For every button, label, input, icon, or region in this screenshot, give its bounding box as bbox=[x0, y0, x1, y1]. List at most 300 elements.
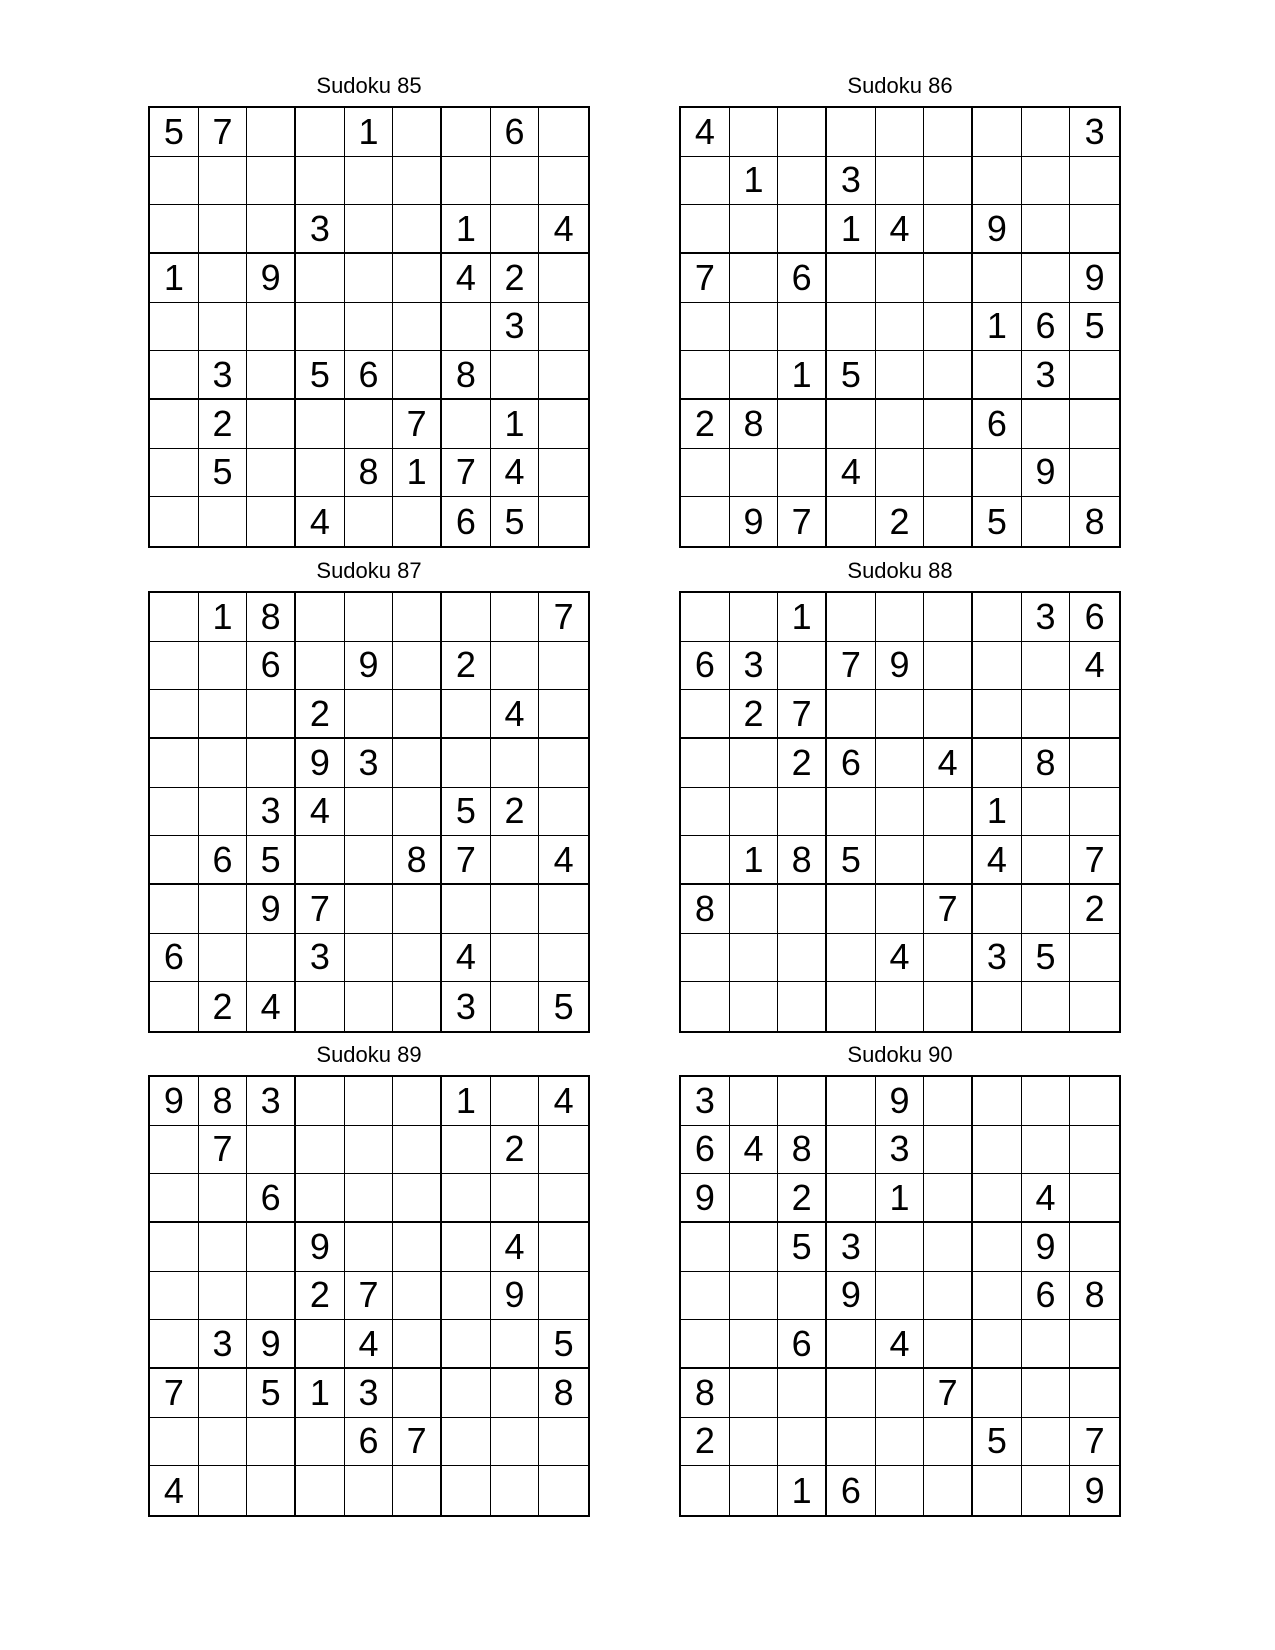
sudoku-cell: 3 bbox=[973, 934, 1022, 983]
sudoku-cell: 5 bbox=[247, 836, 296, 885]
sudoku-cell bbox=[345, 1223, 394, 1272]
sudoku-cell: 5 bbox=[491, 497, 540, 546]
sudoku-cell: 4 bbox=[491, 1223, 540, 1272]
sudoku-cell bbox=[973, 108, 1022, 157]
sudoku-cell bbox=[150, 690, 199, 739]
sudoku-cell bbox=[730, 449, 779, 498]
sudoku-cell: 9 bbox=[247, 885, 296, 934]
sudoku-cell: 1 bbox=[973, 303, 1022, 352]
sudoku-cell bbox=[393, 303, 442, 352]
sudoku-cell: 2 bbox=[491, 788, 540, 837]
sudoku-cell bbox=[730, 108, 779, 157]
sudoku-cell bbox=[442, 1126, 491, 1175]
puzzle-title: Sudoku 87 bbox=[316, 558, 422, 583]
sudoku-cell bbox=[876, 1369, 925, 1418]
sudoku-cell bbox=[247, 303, 296, 352]
sudoku-cell bbox=[393, 1223, 442, 1272]
sudoku-cell bbox=[199, 1369, 248, 1418]
sudoku-cell bbox=[973, 642, 1022, 691]
sudoku-cell bbox=[247, 205, 296, 254]
sudoku-cell bbox=[1070, 1174, 1119, 1223]
sudoku-cell bbox=[778, 1077, 827, 1126]
sudoku-cell bbox=[442, 1223, 491, 1272]
sudoku-cell: 3 bbox=[296, 205, 345, 254]
sudoku-cell bbox=[539, 1418, 588, 1467]
sudoku-cell bbox=[199, 1272, 248, 1321]
sudoku-cell bbox=[539, 254, 588, 303]
sudoku-cell bbox=[393, 497, 442, 546]
sudoku-cell bbox=[924, 593, 973, 642]
sudoku-cell bbox=[345, 497, 394, 546]
sudoku-cell bbox=[1070, 739, 1119, 788]
sudoku-cell: 9 bbox=[876, 1077, 925, 1126]
sudoku-cell bbox=[345, 788, 394, 837]
sudoku-cell bbox=[778, 449, 827, 498]
sudoku-cell: 2 bbox=[442, 642, 491, 691]
sudoku-cell bbox=[1070, 1223, 1119, 1272]
sudoku-cell bbox=[924, 205, 973, 254]
sudoku-cell bbox=[827, 303, 876, 352]
sudoku-cell bbox=[296, 836, 345, 885]
sudoku-cell bbox=[393, 788, 442, 837]
sudoku-cell: 3 bbox=[1022, 593, 1071, 642]
sudoku-cell bbox=[199, 254, 248, 303]
sudoku-cell: 5 bbox=[973, 1418, 1022, 1467]
sudoku-cell bbox=[924, 1174, 973, 1223]
sudoku-cell bbox=[730, 593, 779, 642]
sudoku-cell: 7 bbox=[924, 1369, 973, 1418]
sudoku-cell bbox=[442, 400, 491, 449]
sudoku-cell bbox=[1070, 351, 1119, 400]
sudoku-cell bbox=[924, 303, 973, 352]
sudoku-cell bbox=[1022, 157, 1071, 206]
sudoku-cell bbox=[681, 497, 730, 546]
sudoku-cell bbox=[442, 885, 491, 934]
sudoku-cell bbox=[973, 254, 1022, 303]
sudoku-cell bbox=[539, 1272, 588, 1321]
sudoku-cell bbox=[393, 642, 442, 691]
sudoku-cell bbox=[973, 449, 1022, 498]
sudoku-cell bbox=[345, 934, 394, 983]
sudoku-cell bbox=[345, 885, 394, 934]
sudoku-cell bbox=[1070, 157, 1119, 206]
sudoku-cell bbox=[150, 1223, 199, 1272]
sudoku-cell bbox=[296, 1418, 345, 1467]
sudoku-cell bbox=[973, 1369, 1022, 1418]
sudoku-cell: 3 bbox=[491, 303, 540, 352]
puzzle-title: Sudoku 86 bbox=[847, 73, 953, 98]
sudoku-cell bbox=[150, 982, 199, 1031]
sudoku-cell bbox=[491, 642, 540, 691]
sudoku-cell bbox=[393, 157, 442, 206]
sudoku-grid bbox=[148, 591, 590, 1033]
sudoku-cell bbox=[924, 1466, 973, 1515]
sudoku-cell: 6 bbox=[681, 642, 730, 691]
sudoku-cell: 6 bbox=[778, 1320, 827, 1369]
sudoku-cell bbox=[876, 1466, 925, 1515]
sudoku-cell bbox=[827, 1126, 876, 1175]
sudoku-cell: 4 bbox=[539, 205, 588, 254]
sudoku-cell bbox=[199, 788, 248, 837]
sudoku-cell: 1 bbox=[393, 449, 442, 498]
sudoku-cell: 3 bbox=[296, 934, 345, 983]
sudoku-cell bbox=[827, 690, 876, 739]
sudoku-cell bbox=[247, 1466, 296, 1515]
sudoku-cell: 7 bbox=[1070, 836, 1119, 885]
sudoku-cell bbox=[393, 108, 442, 157]
sudoku-cell bbox=[442, 739, 491, 788]
sudoku-cell: 3 bbox=[199, 351, 248, 400]
sudoku-cell bbox=[827, 497, 876, 546]
sudoku-cell bbox=[247, 157, 296, 206]
sudoku-cell bbox=[345, 1077, 394, 1126]
sudoku-cell bbox=[681, 1272, 730, 1321]
sudoku-cell bbox=[876, 157, 925, 206]
sudoku-cell bbox=[1070, 982, 1119, 1031]
sudoku-cell bbox=[247, 1418, 296, 1467]
sudoku-cell bbox=[1022, 642, 1071, 691]
sudoku-cell bbox=[491, 1320, 540, 1369]
sudoku-cell bbox=[778, 303, 827, 352]
sudoku-cell: 5 bbox=[539, 1320, 588, 1369]
sudoku-cell bbox=[1022, 205, 1071, 254]
sudoku-cell bbox=[876, 739, 925, 788]
sudoku-cell bbox=[150, 1126, 199, 1175]
sudoku-cell: 4 bbox=[539, 836, 588, 885]
sudoku-cell bbox=[1022, 1466, 1071, 1515]
sudoku-cell bbox=[1022, 690, 1071, 739]
sudoku-cell: 4 bbox=[491, 690, 540, 739]
sudoku-cell bbox=[1022, 1077, 1071, 1126]
sudoku-cell: 6 bbox=[247, 1174, 296, 1223]
sudoku-cell bbox=[491, 1466, 540, 1515]
sudoku-cell bbox=[345, 690, 394, 739]
sudoku-cell: 4 bbox=[296, 788, 345, 837]
sudoku-cell bbox=[1022, 1369, 1071, 1418]
sudoku-cell bbox=[491, 982, 540, 1031]
sudoku-cell: 1 bbox=[442, 1077, 491, 1126]
sudoku-cell bbox=[924, 934, 973, 983]
sudoku-cell bbox=[1070, 1126, 1119, 1175]
sudoku-cell bbox=[1070, 1369, 1119, 1418]
sudoku-cell bbox=[345, 982, 394, 1031]
sudoku-cell bbox=[150, 303, 199, 352]
sudoku-cell bbox=[827, 1077, 876, 1126]
sudoku-cell bbox=[539, 157, 588, 206]
sudoku-cell bbox=[296, 254, 345, 303]
sudoku-cell bbox=[345, 1126, 394, 1175]
sudoku-cell bbox=[876, 982, 925, 1031]
sudoku-cell bbox=[681, 934, 730, 983]
sudoku-cell bbox=[539, 1126, 588, 1175]
sudoku-cell bbox=[150, 593, 199, 642]
sudoku-cell: 4 bbox=[442, 934, 491, 983]
sudoku-cell bbox=[778, 885, 827, 934]
sudoku-cell bbox=[924, 982, 973, 1031]
sudoku-cell bbox=[876, 836, 925, 885]
sudoku-cell bbox=[393, 885, 442, 934]
sudoku-cell: 4 bbox=[924, 739, 973, 788]
sudoku-cell bbox=[730, 1418, 779, 1467]
sudoku-cell bbox=[296, 157, 345, 206]
sudoku-cell bbox=[1022, 1320, 1071, 1369]
sudoku-cell: 4 bbox=[491, 449, 540, 498]
sudoku-cell bbox=[730, 254, 779, 303]
sudoku-cell: 2 bbox=[778, 739, 827, 788]
sudoku-cell bbox=[150, 449, 199, 498]
sudoku-cell: 1 bbox=[730, 836, 779, 885]
sudoku-cell bbox=[730, 303, 779, 352]
sudoku-cell: 5 bbox=[778, 1223, 827, 1272]
sudoku-cell bbox=[199, 205, 248, 254]
puzzle-title: Sudoku 85 bbox=[316, 73, 422, 98]
sudoku-cell: 5 bbox=[553, 985, 574, 1027]
sudoku-cell: 8 bbox=[1070, 1272, 1119, 1321]
sudoku-cell: 8 bbox=[1022, 739, 1071, 788]
sudoku-cell bbox=[681, 593, 730, 642]
sudoku-cell: 6 bbox=[150, 934, 199, 983]
sudoku-cell bbox=[345, 836, 394, 885]
sudoku-cell: 3 bbox=[730, 642, 779, 691]
sudoku-cell: 3 bbox=[1022, 351, 1071, 400]
sudoku-cell bbox=[345, 254, 394, 303]
sudoku-cell bbox=[827, 1174, 876, 1223]
sudoku-cell: 7 bbox=[827, 642, 876, 691]
sudoku-cell: 2 bbox=[491, 1126, 540, 1175]
sudoku-grid bbox=[679, 106, 1121, 548]
sudoku-cell: 1 bbox=[150, 254, 199, 303]
sudoku-cell bbox=[199, 497, 248, 546]
sudoku-cell: 7 bbox=[1070, 1418, 1119, 1467]
sudoku-cell bbox=[442, 1320, 491, 1369]
sudoku-cell bbox=[199, 157, 248, 206]
sudoku-cell bbox=[539, 642, 588, 691]
sudoku-cell bbox=[924, 642, 973, 691]
sudoku-cell: 9 bbox=[247, 1320, 296, 1369]
sudoku-cell bbox=[924, 1126, 973, 1175]
sudoku-cell: 4 bbox=[973, 836, 1022, 885]
sudoku-cell bbox=[296, 108, 345, 157]
sudoku-cell bbox=[1022, 885, 1071, 934]
sudoku-cell bbox=[150, 642, 199, 691]
sudoku-cell bbox=[827, 108, 876, 157]
sudoku-cell bbox=[973, 739, 1022, 788]
sudoku-cell bbox=[681, 449, 730, 498]
sudoku-cell: 8 bbox=[247, 593, 296, 642]
sudoku-cell bbox=[1070, 934, 1119, 983]
sudoku-cell: 2 bbox=[876, 497, 925, 546]
sudoku-cell bbox=[296, 593, 345, 642]
sudoku-cell bbox=[393, 205, 442, 254]
sudoku-cell bbox=[1022, 1126, 1071, 1175]
sudoku-cell bbox=[876, 303, 925, 352]
sudoku-cell: 5 bbox=[199, 449, 248, 498]
sudoku-cell: 2 bbox=[778, 1174, 827, 1223]
sudoku-cell bbox=[199, 303, 248, 352]
sudoku-cell: 2 bbox=[296, 690, 345, 739]
sudoku-cell: 2 bbox=[491, 254, 540, 303]
sudoku-cell: 9 bbox=[681, 1174, 730, 1223]
sudoku-cell: 3 bbox=[247, 1077, 296, 1126]
sudoku-cell bbox=[924, 108, 973, 157]
sudoku-cell bbox=[778, 788, 827, 837]
sudoku-cell bbox=[730, 1077, 779, 1126]
sudoku-cell bbox=[491, 205, 540, 254]
sudoku-cell bbox=[681, 303, 730, 352]
sudoku-cell bbox=[973, 690, 1022, 739]
sudoku-cell: 7 bbox=[681, 254, 730, 303]
sudoku-cell bbox=[539, 497, 588, 546]
sudoku-cell: 3 bbox=[876, 1126, 925, 1175]
sudoku-cell bbox=[973, 1126, 1022, 1175]
sudoku-cell bbox=[973, 885, 1022, 934]
sudoku-cell bbox=[827, 885, 876, 934]
sudoku-cell: 9 bbox=[973, 205, 1022, 254]
sudoku-cell bbox=[150, 1320, 199, 1369]
sudoku-cell: 9 bbox=[827, 1272, 876, 1321]
sudoku-cell bbox=[491, 885, 540, 934]
sudoku-cell bbox=[393, 739, 442, 788]
sudoku-cell: 7 bbox=[442, 449, 491, 498]
sudoku-cell bbox=[491, 157, 540, 206]
sudoku-cell: 2 bbox=[199, 400, 248, 449]
sudoku-cell bbox=[247, 1223, 296, 1272]
sudoku-cell: 8 bbox=[345, 449, 394, 498]
sudoku-cell: 6 bbox=[827, 739, 876, 788]
sudoku-cell bbox=[876, 108, 925, 157]
sudoku-grid bbox=[148, 106, 590, 548]
sudoku-cell bbox=[442, 1369, 491, 1418]
sudoku-cell bbox=[778, 205, 827, 254]
sudoku-cell: 6 bbox=[1022, 303, 1071, 352]
sudoku-cell: 6 bbox=[491, 108, 540, 157]
sudoku-cell: 6 bbox=[1070, 593, 1119, 642]
sudoku-cell bbox=[681, 1223, 730, 1272]
sudoku-cell bbox=[973, 1223, 1022, 1272]
sudoku-cell bbox=[827, 788, 876, 837]
sudoku-cell bbox=[199, 1418, 248, 1467]
sudoku-cell: 4 bbox=[442, 254, 491, 303]
sudoku-cell bbox=[442, 1418, 491, 1467]
sudoku-cell: 2 bbox=[296, 1272, 345, 1321]
sudoku-cell: 1 bbox=[345, 108, 394, 157]
sudoku-cell bbox=[150, 1272, 199, 1321]
sudoku-cell bbox=[150, 157, 199, 206]
sudoku-cell bbox=[393, 1272, 442, 1321]
sudoku-cell bbox=[827, 593, 876, 642]
sudoku-cell: 3 bbox=[345, 739, 394, 788]
sudoku-cell: 6 bbox=[442, 497, 491, 546]
sudoku-cell: 4 bbox=[681, 108, 730, 157]
sudoku-cell bbox=[827, 1320, 876, 1369]
sudoku-cell: 1 bbox=[778, 351, 827, 400]
sudoku-cell bbox=[876, 254, 925, 303]
sudoku-cell bbox=[150, 788, 199, 837]
sudoku-cell bbox=[876, 449, 925, 498]
sudoku-cell bbox=[924, 788, 973, 837]
sudoku-cell: 8 bbox=[539, 1369, 588, 1418]
sudoku-cell bbox=[491, 934, 540, 983]
sudoku-cell bbox=[393, 1320, 442, 1369]
sudoku-cell: 8 bbox=[199, 1077, 248, 1126]
sudoku-cell: 9 bbox=[730, 497, 779, 546]
sudoku-cell bbox=[681, 982, 730, 1031]
sudoku-cell bbox=[150, 885, 199, 934]
sudoku-cell bbox=[681, 157, 730, 206]
sudoku-cell: 2 bbox=[681, 400, 730, 449]
sudoku-cell bbox=[924, 497, 973, 546]
sudoku-cell bbox=[393, 1369, 442, 1418]
sudoku-cell: 3 bbox=[345, 1369, 394, 1418]
sudoku-cell bbox=[296, 400, 345, 449]
sudoku-cell bbox=[681, 788, 730, 837]
sudoku-cell: 7 bbox=[199, 1126, 248, 1175]
sudoku-cell bbox=[296, 1126, 345, 1175]
sudoku-cell bbox=[778, 1369, 827, 1418]
sudoku-cell: 6 bbox=[973, 400, 1022, 449]
sudoku-cell bbox=[345, 400, 394, 449]
sudoku-cell: 6 bbox=[778, 254, 827, 303]
sudoku-cell: 7 bbox=[345, 1272, 394, 1321]
sudoku-cell bbox=[876, 1272, 925, 1321]
sudoku-cell: 4 bbox=[247, 982, 296, 1031]
sudoku-cell bbox=[730, 982, 779, 1031]
sudoku-cell: 6 bbox=[199, 836, 248, 885]
sudoku-cell bbox=[681, 205, 730, 254]
sudoku-cell bbox=[491, 351, 540, 400]
sudoku-cell: 7 bbox=[393, 1418, 442, 1467]
sudoku-cell: 7 bbox=[778, 497, 827, 546]
sudoku-cell bbox=[247, 497, 296, 546]
sudoku-cell bbox=[296, 1320, 345, 1369]
sudoku-cell bbox=[247, 351, 296, 400]
sudoku-cell: 7 bbox=[539, 593, 588, 642]
sudoku-cell bbox=[730, 1320, 779, 1369]
sudoku-cell: 9 bbox=[1084, 1469, 1105, 1511]
sudoku-cell bbox=[1022, 836, 1071, 885]
sudoku-cell bbox=[681, 690, 730, 739]
sudoku-cell: 4 bbox=[827, 449, 876, 498]
sudoku-cell bbox=[730, 1369, 779, 1418]
sudoku-cell: 3 bbox=[1070, 108, 1119, 157]
sudoku-cell bbox=[681, 836, 730, 885]
sudoku-cell bbox=[296, 303, 345, 352]
sudoku-cell bbox=[150, 1174, 199, 1223]
sudoku-cell bbox=[345, 1174, 394, 1223]
sudoku-cell bbox=[247, 690, 296, 739]
sudoku-cell bbox=[296, 1077, 345, 1126]
sudoku-cell bbox=[393, 351, 442, 400]
sudoku-cell: 1 bbox=[296, 1369, 345, 1418]
sudoku-cell: 8 bbox=[730, 400, 779, 449]
sudoku-cell bbox=[539, 885, 588, 934]
sudoku-cell bbox=[973, 1320, 1022, 1369]
sudoku-cell bbox=[345, 205, 394, 254]
sudoku-cell: 5 bbox=[296, 351, 345, 400]
sudoku-cell bbox=[778, 642, 827, 691]
sudoku-cell bbox=[539, 1174, 588, 1223]
sudoku-cell bbox=[1070, 205, 1119, 254]
sudoku-cell bbox=[296, 982, 345, 1031]
sudoku-cell bbox=[393, 593, 442, 642]
sudoku-cell bbox=[924, 351, 973, 400]
sudoku-cell: 7 bbox=[199, 108, 248, 157]
sudoku-cell bbox=[345, 157, 394, 206]
sudoku-cell bbox=[681, 1320, 730, 1369]
sudoku-cell: 1 bbox=[778, 1466, 827, 1515]
sudoku-cell bbox=[876, 1223, 925, 1272]
sudoku-cell: 9 bbox=[345, 642, 394, 691]
